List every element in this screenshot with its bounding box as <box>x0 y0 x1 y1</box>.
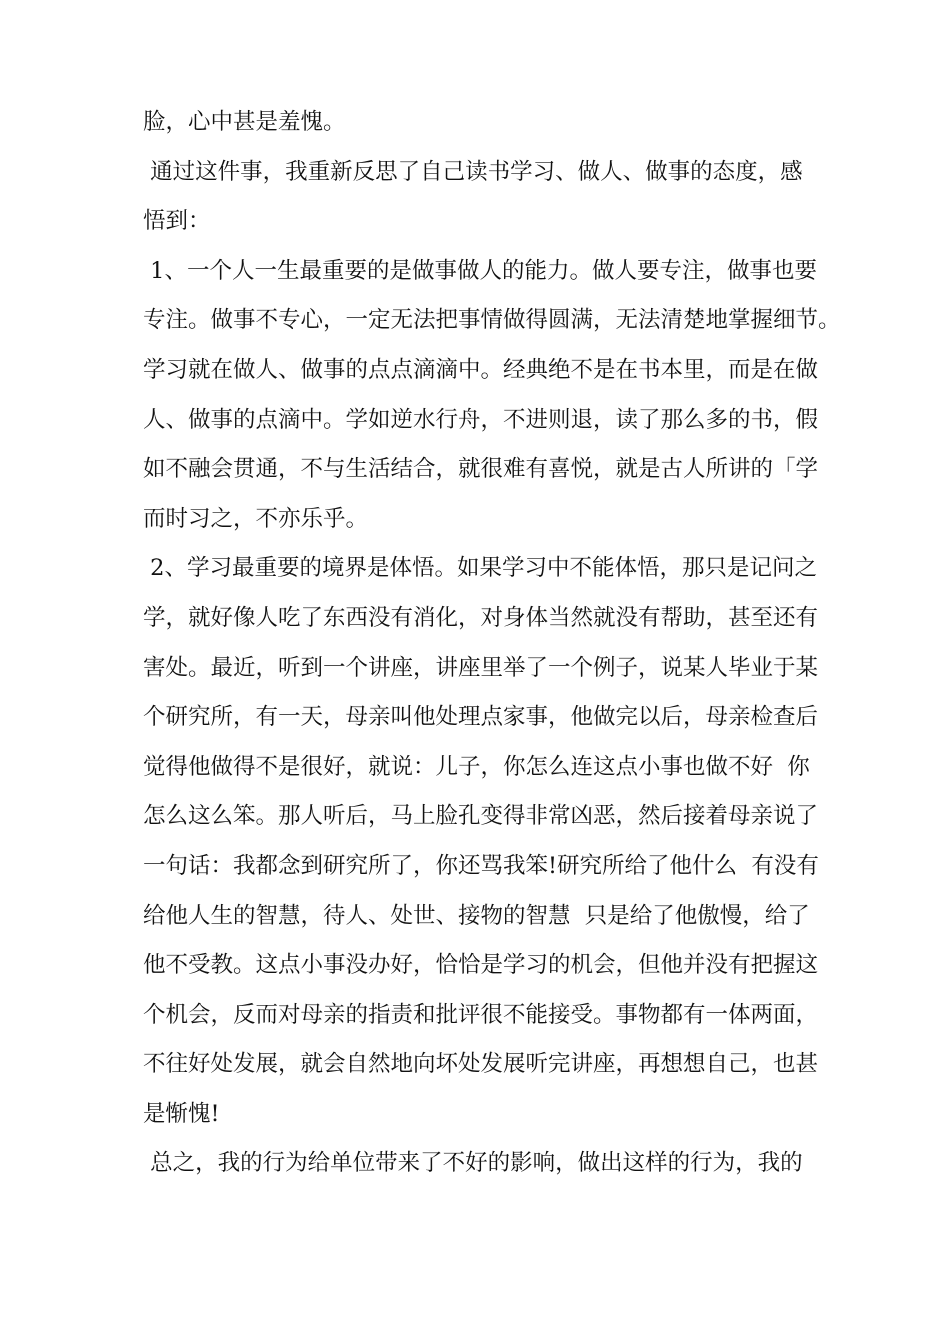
text-line: 如不融会贯通，不与生活结合，就很难有喜悦，就是古人所讲的「学 <box>143 456 819 483</box>
text-line: 而时习之，不亦乐乎。 <box>143 505 369 532</box>
text-line: 专注。做事不专心，一定无法把事情做得圆满，无法清楚地掌握细节。 <box>143 307 841 334</box>
text-line: 个机会，反而对母亲的指责和批评很不能接受。事物都有一体两面， <box>143 1001 819 1028</box>
text-line: 个研究所，有一天，母亲叫他处理点家事，他做完以后，母亲检查后 <box>143 704 819 731</box>
text-line: 学习就在做人、做事的点点滴滴中。经典绝不是在书本里，而是在做 <box>143 356 819 383</box>
text-line: 学，就好像人吃了东西没有消化，对身体当然就没有帮助，甚至还有 <box>143 604 819 631</box>
text-line: 觉得他做得不是很好，就说：儿子，你怎么连这点小事也做不好 你 <box>143 753 810 780</box>
text-line: 脸，心中甚是羞愧。 <box>143 109 346 135</box>
text-line: 1、一个人一生最重要的是做事做人的能力。做人要专注，做事也要 <box>143 257 817 284</box>
text-line: 不往好处发展，就会自然地向坏处发展听完讲座，再想想自己，也甚 <box>143 1051 819 1078</box>
text-line: 是惭愧! <box>143 1100 220 1127</box>
document-body-text <box>143 98 841 1189</box>
text-line: 通过这件事，我重新反思了自己读书学习、做人、做事的态度，感 <box>143 158 803 185</box>
text-line: 总之，我的行为给单位带来了不好的影响，做出这样的行为，我的 <box>143 1150 803 1177</box>
text-line: 悟到： <box>143 208 211 235</box>
text-line: 一句话：我都念到研究所了，你还骂我笨!研究所给了他什么 有没有 <box>143 852 819 879</box>
text-line: 人、做事的点滴中。学如逆水行舟，不进则退，读了那么多的书，假 <box>143 406 819 433</box>
text-line: 2、学习最重要的境界是体悟。如果学习中不能体悟，那只是记问之 <box>143 555 817 582</box>
text-line: 给他人生的智慧，待人、处世、接物的智慧 只是给了他傲慢，给了 <box>143 902 810 929</box>
text-line: 怎么这么笨。那人听后，马上脸孔变得非常凶恶，然后接着母亲说了 <box>143 803 819 830</box>
text-line: 害处。最近，听到一个讲座，讲座里举了一个例子，说某人毕业于某 <box>143 654 819 681</box>
text-line: 他不受教。这点小事没办好，恰恰是学习的机会，但他并没有把握这 <box>143 952 819 979</box>
